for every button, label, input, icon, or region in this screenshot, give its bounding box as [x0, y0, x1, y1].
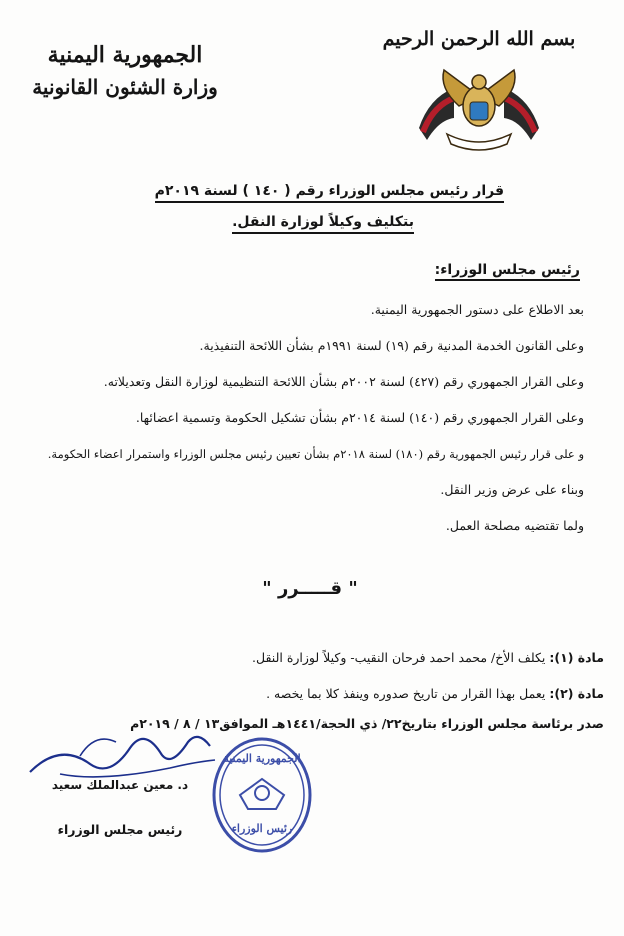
- issued-line: صدر برئاسة مجلس الوزراء بتاريخ٢٢/ ذي الحجة/١٤٤١هـ الموافق١٣ / ٨ / ٢٠١٩م: [130, 716, 604, 731]
- article-1: [252, 650, 604, 665]
- decided-heading: " قـــــرر ": [262, 578, 358, 599]
- decree-title: قرار رئيس مجلس الوزراء رقم ( ١٤٠ ) لسنة ٢٠١٩م: [155, 183, 504, 203]
- preamble-clause: وعلى القرار الجمهوري رقم (٤٢٧) لسنة ٢٠٠٢م بشأن اللائحة التنظيمية لوزارة النقل وتعديلاته.: [103, 374, 584, 389]
- article-2: [266, 686, 604, 701]
- stamp-bottom-text: رئيس الوزراء: [231, 822, 293, 835]
- preamble-clause: وبناء على عرض وزير النقل.: [440, 482, 584, 497]
- stamp-top-text: الجمهورية اليمنية: [223, 752, 301, 765]
- letterhead-emblem-block: [354, 28, 604, 148]
- article-text: يعمل بهذا القرار من تاريخ صدوره وينفذ كلا بما يخصه .: [266, 686, 546, 701]
- signer-name: د. معين عبدالملك سعيد: [51, 778, 189, 792]
- letterhead-ministry-block: [30, 38, 220, 102]
- republic-name: الجمهورية اليمنية: [47, 42, 203, 68]
- preamble-clause: و على قرار رئيس الجمهورية رقم (١٨٠) لسنة ٢٠١٨م بشأن تعيين رئيس مجلس الوزراء واستمرار اعضاء الحكومة.: [47, 447, 584, 461]
- decree-title-block: [104, 180, 504, 234]
- signer-title: رئيس مجلس الوزراء: [57, 822, 183, 837]
- preamble-clauses: [24, 298, 584, 550]
- preamble-clause: وعلى القرار الجمهوري رقم (١٤٠) لسنة ٢٠١٤م بشأن تشكيل الحكومة وتسمية اعضائها.: [135, 410, 584, 425]
- preamble-heading: رئيس مجلس الوزراء:: [435, 262, 580, 281]
- article-label: مادة (٢):: [549, 686, 604, 701]
- basmala: بسم الله الرحمن الرحيم: [382, 28, 576, 50]
- decree-subtitle: بتكليف وكيلاً لوزارة النقل.: [232, 214, 414, 234]
- preamble-clause: وعلى القانون الخدمة المدنية رقم (١٩) لسنة ١٩٩١م بشأن اللائحة التنفيذية.: [199, 338, 584, 353]
- preamble-clause: ولما تقتضيه مصلحة العمل.: [445, 518, 584, 533]
- article-text: يكلف الأخ/ محمد احمد فرحان النقيب- وكيلاً لوزارة النقل.: [252, 650, 546, 665]
- ministry-name: وزارة الشئون القانونية: [32, 75, 218, 99]
- article-label: مادة (١):: [549, 650, 604, 665]
- preamble-clause: بعد الاطلاع على دستور الجمهورية اليمنية.: [370, 302, 584, 317]
- yemen-eagle-emblem-icon: [409, 58, 549, 153]
